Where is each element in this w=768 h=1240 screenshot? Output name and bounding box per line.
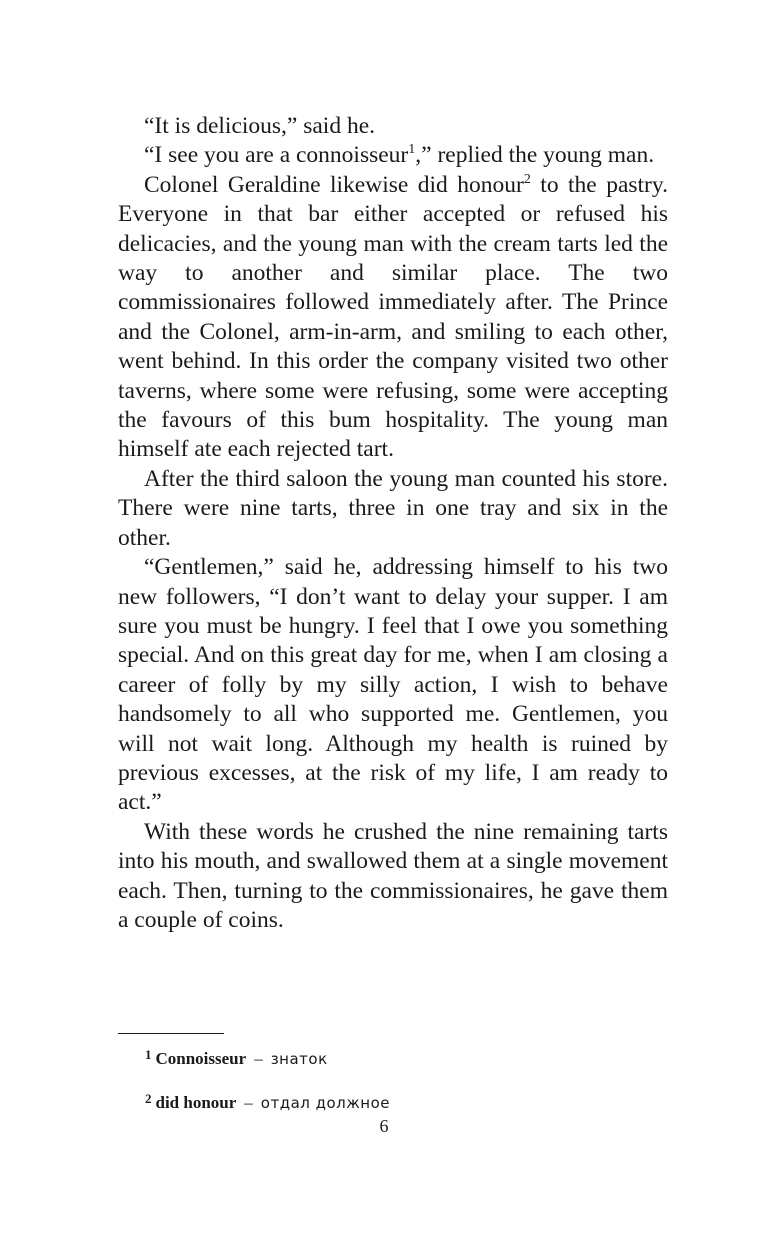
footnote-1-number: 1	[145, 1047, 152, 1062]
footnote-1	[145, 1043, 645, 1071]
paragraph-4: After the third saloon the young man counted his store. There were nine tarts, three in one tray and six in the other.	[118, 465, 668, 551]
footnote-2-dash: –	[244, 1093, 253, 1112]
footnote-1-term: Connoisseur	[155, 1049, 247, 1068]
paragraph-3-text-b: to the pastry. Everyone in that bar either accepted or refused his delicacies, and the young man with the cream tarts led the way to another and similar place. The two commissionaires followed immediately after. The Prince and the Colonel, arm-in-arm, and smiling to each other, went behind. In this order the company visited two other taverns, where some were refusing, some were accepting the favours of this bum hospitality. The young man himself ate each rejected tart.	[118, 171, 668, 463]
footnote-2	[145, 1087, 645, 1115]
paragraph-1: “It is delicious,” said he.	[144, 113, 376, 139]
paragraph-5: “Gentlemen,” said he, addressing himself to his two new followers, “I don’t want to delay your supper. I am sure you must be hungry. I feel that I owe you something special. And on this great day for me, when I am closing a career of folly by my silly action, I wish to behave handsomely to all who supported me. Gentlemen, you will not wait long. Although my health is ruined by previous excesses, at the risk of my life, I am ready to act.”	[118, 554, 668, 816]
footnote-2-gloss: отдал должное	[260, 1094, 390, 1112]
paragraph-2-text-b: ,” replied the young man.	[415, 142, 655, 169]
footnote-ref-2: 2	[523, 171, 531, 187]
paragraph-6: With these words he crushed the nine remaining tarts into his mouth, and swallowed them at a single movement each. Then, turning to the commissionaires, he gave them a couple of coins.	[118, 818, 668, 933]
paragraph-2	[118, 141, 668, 170]
paragraph-2-text-a: “I see you are a connoisseur	[144, 142, 409, 169]
paragraph-3-text-a: Colonel Geraldine likewise did honour	[144, 171, 524, 198]
footnote-ref-1: 1	[408, 142, 416, 158]
footnote-2-term: did honour	[155, 1093, 237, 1112]
footnote-2-number: 2	[145, 1091, 152, 1106]
page-number: 6	[379, 1116, 389, 1136]
footnote-divider	[118, 1033, 224, 1034]
footnote-1-gloss: знаток	[270, 1050, 328, 1068]
body-text	[118, 112, 668, 935]
footnote-1-dash: –	[254, 1049, 263, 1068]
paragraph-3	[118, 171, 668, 465]
